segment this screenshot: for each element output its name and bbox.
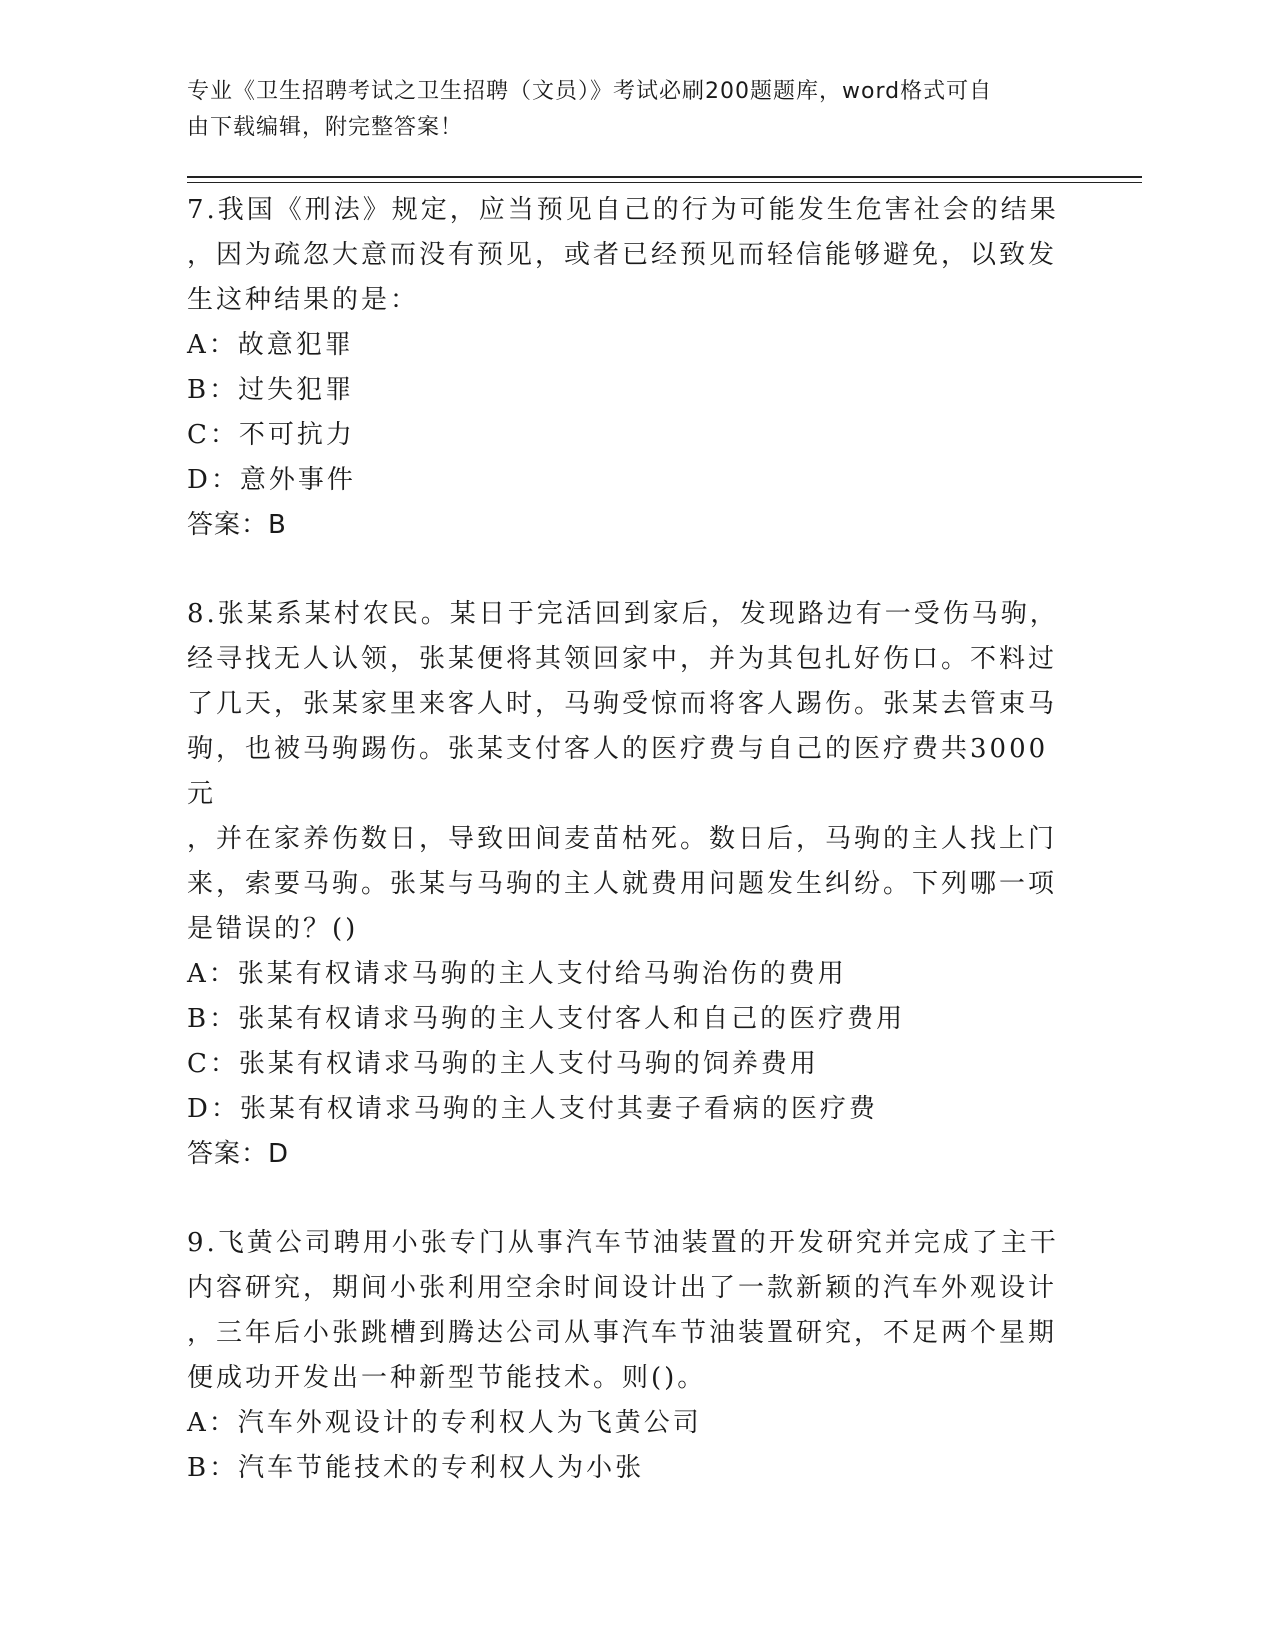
question-line: 8.张某系某村农民。某日于完活回到家后，发现路边有一受伤马驹，: [187, 599, 1059, 629]
option-b: B：张某有权请求马驹的主人支付客人和自己的医疗费用: [187, 1004, 906, 1034]
option-b: B：汽车节能技术的专利权人为小张: [187, 1453, 645, 1483]
header-rule-thick: [187, 176, 1142, 178]
question-line: ，三年后小张跳槽到腾达公司从事汽车节油装置研究，不足两个星期: [187, 1318, 1058, 1348]
question-line: 经寻找无人认领，张某便将其领回家中，并为其包扎好伤口。不料过: [187, 644, 1058, 674]
option-a: A：张某有权请求马驹的主人支付给马驹治伤的费用: [187, 959, 847, 989]
question-line: 是错误的？(): [187, 914, 359, 944]
question-line: 9.飞黄公司聘用小张专门从事汽车节油装置的开发研究并完成了主干: [187, 1228, 1059, 1258]
question-text: [187, 592, 1067, 952]
header-line-1: 专业《卫生招聘考试之卫生招聘（文员）》考试必刷200题题库，word格式可自: [187, 79, 993, 104]
question-line: 生这种结果的是：: [187, 285, 420, 315]
question-7: [187, 188, 1067, 548]
option-c: C：张某有权请求马驹的主人支付马驹的饲养费用: [187, 1049, 819, 1079]
option-d: D：张某有权请求马驹的主人支付其妻子看病的医疗费: [187, 1094, 878, 1124]
document-header: [187, 74, 1077, 146]
option-b: B：过失犯罪: [187, 375, 355, 405]
question-line: ，因为疏忽大意而没有预见，或者已经预见而轻信能够避免，以致发: [187, 240, 1058, 270]
question-8: [187, 592, 1067, 1177]
answer: 答案：D: [187, 1139, 290, 1169]
question-9: [187, 1221, 1067, 1491]
question-line: 了几天，张某家里来客人时，马驹受惊而将客人踢伤。张某去管束马: [187, 689, 1058, 719]
answer: 答案：B: [187, 510, 287, 540]
question-line: 便成功开发出一种新型节能技术。则()。: [187, 1363, 707, 1393]
question-line: 7.我国《刑法》规定，应当预见自己的行为可能发生危害社会的结果: [187, 195, 1059, 225]
question-line: 来，索要马驹。张某与马驹的主人就费用问题发生纠纷。下列哪一项: [187, 869, 1058, 899]
option-a: A：汽车外观设计的专利权人为飞黄公司: [187, 1408, 702, 1438]
header-rule-thin: [187, 182, 1142, 183]
question-line: 内容研究，期间小张利用空余时间设计出了一款新颖的汽车外观设计: [187, 1273, 1058, 1303]
option-c: C：不可抗力: [187, 420, 355, 450]
question-list: [187, 188, 1067, 1535]
option-d: D：意外事件: [187, 465, 356, 495]
question-line: 驹，也被马驹踢伤。张某支付客人的医疗费与自己的医疗费共3000元: [187, 734, 1049, 809]
header-line-2: 由下载编辑，附完整答案！: [187, 115, 464, 140]
question-text: [187, 1221, 1067, 1401]
question-line: ，并在家养伤数日，导致田间麦苗枯死。数日后，马驹的主人找上门: [187, 824, 1058, 854]
question-text: [187, 188, 1067, 323]
option-a: A：故意犯罪: [187, 330, 354, 360]
